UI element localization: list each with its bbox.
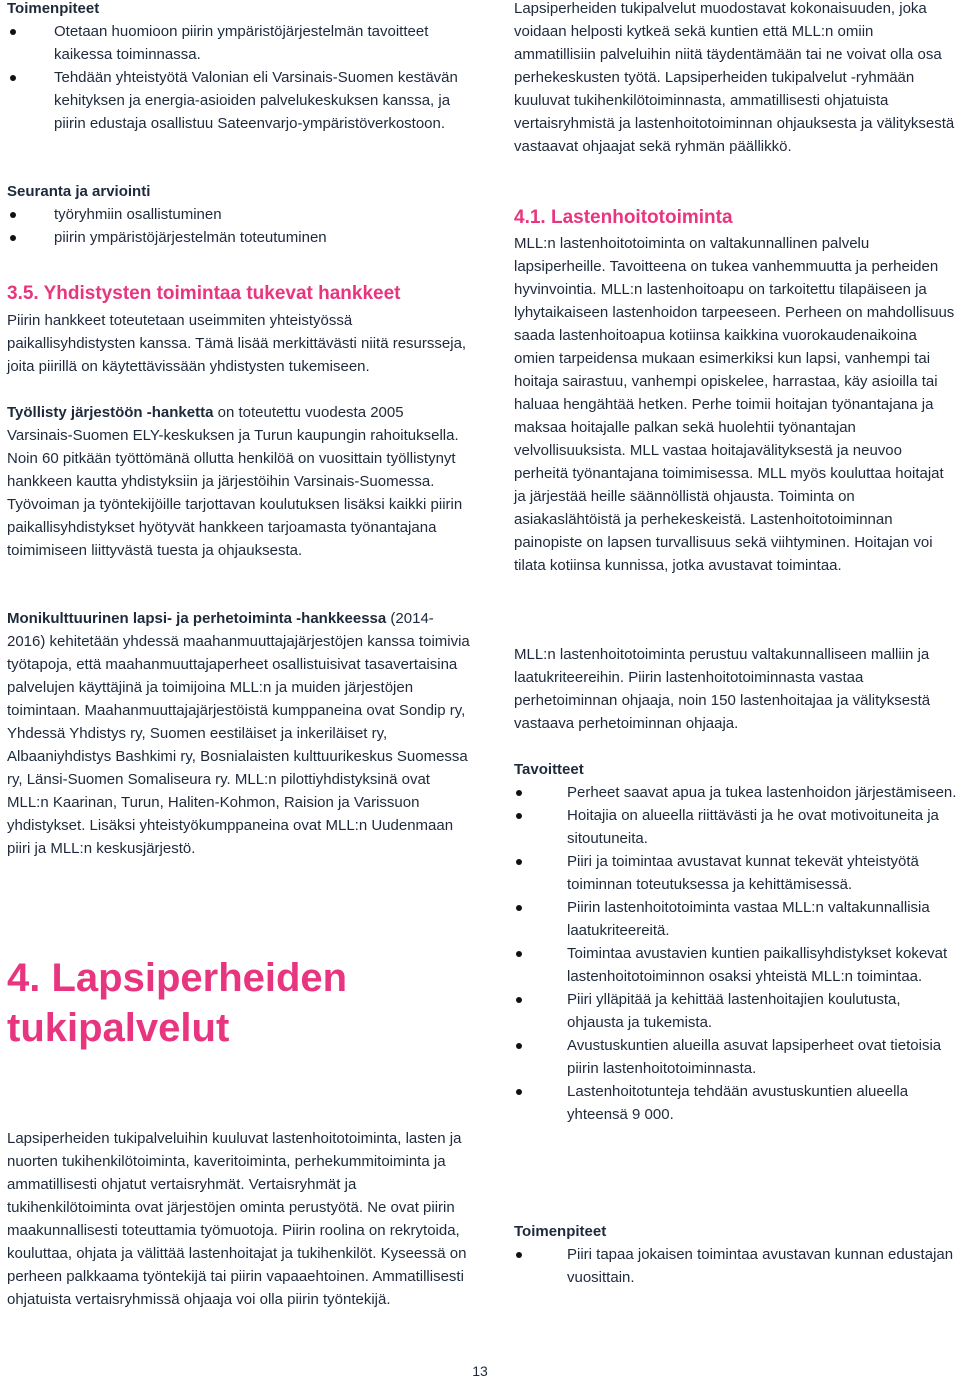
seuranta-list: [7, 203, 471, 249]
tyollisty-bold: Työllisty järjestöön -hanketta: [7, 404, 214, 421]
chapter-4-heading: 4. Lapsiperheiden tukipalvelut: [7, 956, 348, 1050]
tavoitteet-list: [514, 781, 958, 1126]
list-item: Perheet saavat apua ja tukea lastenhoidon järjestämiseen.: [514, 781, 958, 804]
list-item: Piirin lastenhoitotoiminta vastaa MLL:n valtakunnallisia laatukriteereitä.: [514, 896, 958, 942]
intro-text: Lapsiperheiden tukipalvelut muodostavat kokonaisuuden, joka voidaan helposti kytkeä sekä kuntien että MLL:n omiin ammatillisiin palveluihin niitä täydentämään tai ne voivat olla osa perhekeskusten työtä. Lapsiperheiden tukipalvelut -ryhmään kuuluvat tukihenkilötoiminnasta, ammatillisesti ohjatuista vertaisryhmistä ja lastenhoitotoiminnan ohjauksesta ja välityksestä vastaavat ohjaajat sekä ryhmän päällikkö.: [514, 0, 955, 155]
toimenpiteet-list-right: [514, 1243, 958, 1289]
list-item: työryhmiin osallistuminen: [7, 203, 471, 226]
monikult-text: (2014-2016) kehitetään yhdessä maahanmuuttajajärjestöjen kanssa toimivia työtapoja, että maahanmuuttajaperheet osallistuisivat tasavertaisina palvelujen käyttäjinä ja toimijoina MLL:n ja muiden järjestöjen toimintaan. Maahanmuuttajajärjestöistä kumppaneina ovat Sondip ry, Yhdessä Yhdistys ry, Suomen eestiläiset ja inkeriläiset ry, Albaaniyhdistys Bashkimi ry, Bosnialaisten kulttuurikeskus Suomessa ry, Länsi-Suomen Somaliseura ry. MLL:n pilottiyhdistyksinä ovat MLL:n Kaarinan, Turun, Haliten-Kohmon, Raision ja Varissuon yhdistykset. Lisäksi yhteistyökumppaneina ovat MLL:n Uudenmaan piiri ja MLL:n keskusjärjestö.: [7, 610, 470, 857]
toimenpiteet-list: [7, 20, 471, 135]
page-number: 13: [472, 1363, 488, 1379]
section-41-heading: 4.1. Lastenhoitotoiminta: [514, 207, 733, 228]
section-41-text-2: MLL:n lastenhoitotoiminta perustuu valtakunnalliseen malliin ja laatukriteereihin. Piirin lastenhoitotoiminnasta vastaa perhetoiminnan ohjaaja, noin 150 lastenhoitajaa ja välityksestä vastaava perhetoiminnan ohjaaja.: [514, 646, 931, 732]
list-item: Otetaan huomioon piirin ympäristöjärjestelmän tavoitteet kaikessa toiminnassa.: [7, 20, 471, 66]
list-item: Piiri tapaa jokaisen toimintaa avustavan kunnan edustajan vuosittain.: [514, 1243, 958, 1289]
tyollisty-text: on toteutettu vuodesta 2005 Varsinais-Suomen ELY-keskuksen ja Turun kaupungin rahoituksella. Noin 60 pitkään työttömänä ollutta henkilöä on vuosittain työllistynyt hankkeen kautta yhdistyksiin ja järjestöihin Varsinais-Suomessa. Työvoiman ja työntekijöille tarjottavan koulutuksen lisäksi kaikki piirin paikallisyhdistykset hyötyvät hankkeen tarjoamasta työnantajana toimimiseen liittyvästä tuesta ja ohjauksesta.: [7, 404, 463, 559]
tyollisty-paragraph: [7, 401, 471, 562]
monikult-paragraph: [7, 607, 471, 860]
list-item: piirin ympäristöjärjestelmän toteutuminen: [7, 226, 471, 249]
list-item: Toimintaa avustavien kuntien paikallisyhdistykset kokevat lastenhoitotoiminnon osaksi yhteistä MLL:n toimintaa.: [514, 942, 958, 988]
chapter-4-text: Lapsiperheiden tukipalveluihin kuuluvat lastenhoitotoiminta, lasten ja nuorten tukihenkilötoiminta, kaveritoiminta, perhekummitoiminta ja ammatillisesti ohjatut vertaisryhmät. Vertaisryhmät ja tukihenkilötoiminta ovat järjestöjen ominta perustyötä. Ne ovat piirin maakunnallisesti toteuttamia työmuotoja. Piirin roolina on rekrytoida, kouluttaa, ohjata ja välittää lastenhoitajat ja tukihenkilöt. Kyseessä on perheen palkkaama työntekijä tai piirin vapaaehtoinen. Ammatillisesti ohjatuista vertaisryhmissä ohjaaja voi olla piirin työntekijä.: [7, 1130, 467, 1308]
monikult-bold: Monikulttuurinen lapsi- ja perhetoiminta -hankkeessa: [7, 610, 387, 627]
section-35-heading: 3.5. Yhdistysten toimintaa tukevat hankkeet: [7, 283, 401, 304]
list-item: Piiri ylläpitää ja kehittää lastenhoitajien koulutusta, ohjausta ja tukemista.: [514, 988, 958, 1034]
section-35-text: Piirin hankkeet toteutetaan useimmiten yhteistyössä paikallisyhdistysten kanssa. Tämä lisää merkittävästi niitä resursseja, joita piirillä on käytettävissään yhdistysten tukemiseen.: [7, 312, 467, 375]
toimenpiteet-heading: Toimenpiteet: [7, 0, 100, 17]
list-item: Avustuskuntien alueilla asuvat lapsiperheet ovat tietoisia piirin lastenhoitotoiminnasta.: [514, 1034, 958, 1080]
seuranta-heading: Seuranta ja arviointi: [7, 183, 151, 200]
toimenpiteet-heading-right: Toimenpiteet: [514, 1223, 607, 1240]
list-item: Lastenhoitotunteja tehdään avustuskuntien alueella yhteensä 9 000.: [514, 1080, 958, 1126]
section-41-text: MLL:n lastenhoitotoiminta on valtakunnallinen palvelu lapsiperheille. Tavoitteena on tukea vanhemmuutta ja perheiden hyvinvointia. MLL:n lastenhoitoapu on tarkoitettu tilapäiseen ja lyhytaikaiseen lastenhoidon tarpeeseen. Perheen on mahdollisuus saada lastenhoitoapua kotiinsa kaikkina vuorokaudenaikoina omien tarpeidensa mukaan esimerkiksi kun lapsi, vanhempi tai hoitaja sairastuu, vanhempi opiskelee, harrastaa, käy asioilla tai haluaa hengähtää hetken. Perhe toimii hoitajan työnantajana ja maksaa hoitajalle palkan sekä huolehtii työnantajan velvollisuuksista. MLL vastaa hoitajavälityksestä ja neuvoo perheitä työnantajana toimimisessa. MLL myös kouluttaa hoitajat ja järjestää heille säännöllistä ohjausta. Toiminta on asiakaslähtöistä ja perhekeskeistä. Lastenhoitotoiminnan painopiste on lapsen turvallisuus sekä viihtyminen. Hoitajan voi tilata kotiinsa kunnissa, jotka avustavat toimintaa.: [514, 235, 955, 574]
list-item: Hoitajia on alueella riittävästi ja he ovat motivoituneita ja sitoutuneita.: [514, 804, 958, 850]
list-item: Tehdään yhteistyötä Valonian eli Varsinais-Suomen kestävän kehityksen ja energia-asioiden palvelukeskuksen kanssa, ja piirin edustaja osallistuu Sateenvarjo-ympäristöverkostoon.: [7, 66, 471, 135]
list-item: Piiri ja toimintaa avustavat kunnat tekevät yhteistyötä toiminnan toteutuksessa ja kehittämisessä.: [514, 850, 958, 896]
tavoitteet-heading: Tavoitteet: [514, 761, 584, 778]
